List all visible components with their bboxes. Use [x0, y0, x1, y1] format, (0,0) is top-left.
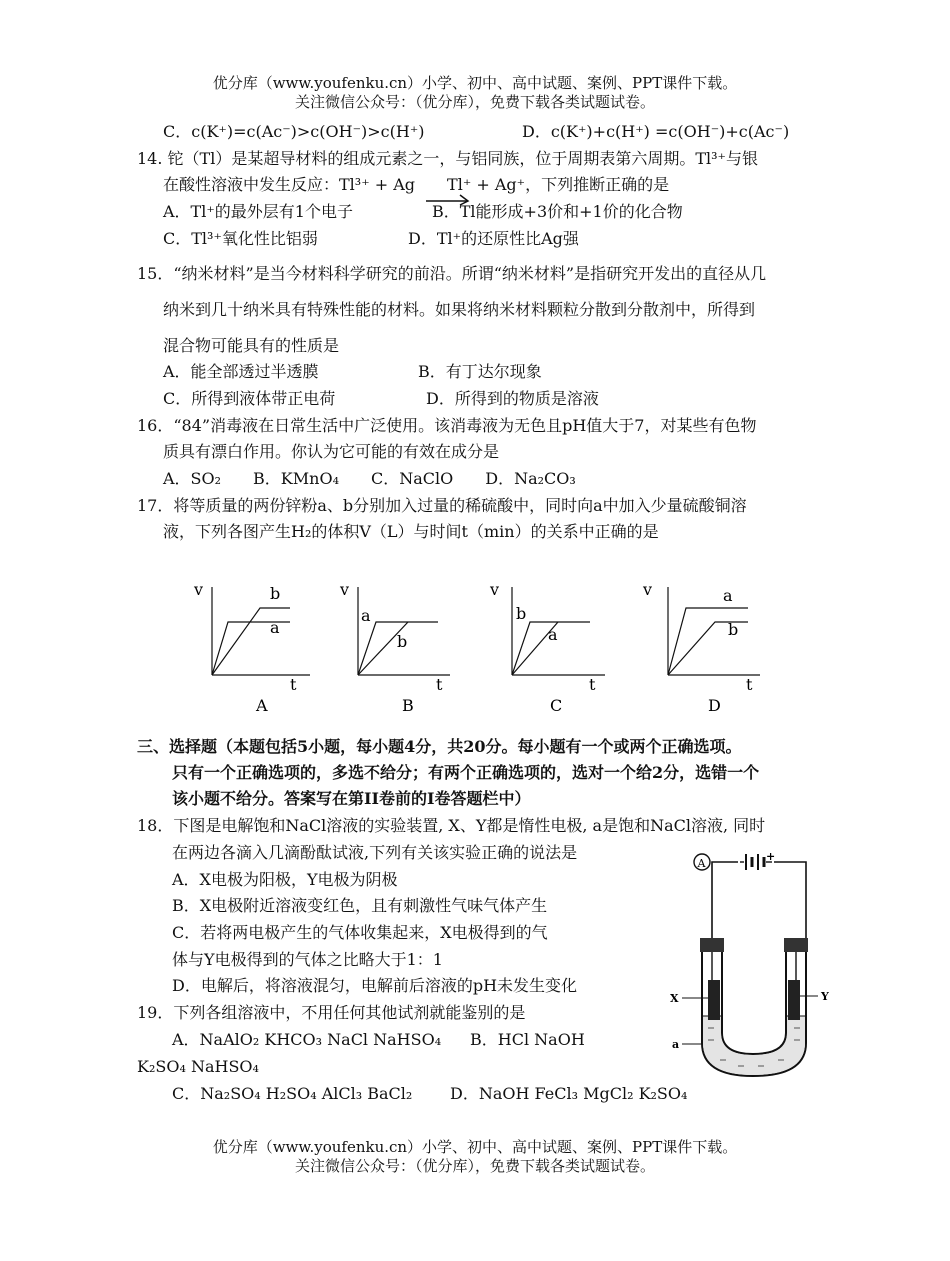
q17-stem-line-2: 液，下列各图产生H₂的体积V（L）与时间t（min）的关系中正确的是 — [163, 522, 659, 541]
graph-a-v-label: v — [194, 580, 204, 599]
footer-line-2: 关注微信公众号：（优分库），免费下载各类试题试卷。 — [294, 1157, 655, 1175]
q16-options: A．SO₂ B．KMnO₄ C．NaClO D．Na₂CO₃ — [163, 469, 576, 488]
label-y: Y — [821, 990, 829, 1003]
nacl-solution — [703, 1016, 805, 1075]
q19-option-c: C．Na₂SO₄ H₂SO₄ AlCl₃ BaCl₂ — [172, 1084, 413, 1103]
graph-b-t-label: t — [436, 675, 443, 694]
q14-option-b: B．Tl能形成+3价和+1价的化合物 — [432, 202, 683, 221]
q15-option-a: A．能全部透过半透膜 — [163, 362, 319, 381]
electrode-y — [788, 980, 800, 1020]
ammeter-label: A — [697, 857, 706, 870]
q19-option-a: A．NaAlO₂ KHCO₃ NaCl NaHSO₄ — [172, 1030, 442, 1049]
graph-d-t-label: t — [746, 675, 753, 694]
graph-a-caption: A — [256, 696, 268, 715]
graph-c-lower-label: a — [548, 625, 558, 644]
header-line-2: 关注微信公众号：（优分库），免费下载各类试题试卷。 — [294, 93, 655, 111]
q14-option-c: C．Tl³⁺氧化性比铝弱 — [163, 229, 318, 248]
q15-option-b: B．有丁达尔现象 — [418, 362, 542, 381]
q17-graphs — [180, 575, 800, 720]
q18-stem-line-2: 在两边各滴入几滴酚酞试液,下列有关该实验正确的说法是 — [172, 843, 578, 862]
q18-option-c-line-1: C．若将两电极产生的气体收集起来，X电极得到的气 — [172, 923, 548, 942]
graph-d-caption: D — [708, 696, 721, 715]
graph-a-lower-label: a — [270, 618, 280, 637]
graph-d-v-label: v — [643, 580, 653, 599]
battery-plus-label: + — [766, 850, 776, 863]
graph-c-t-label: t — [589, 675, 596, 694]
q17-stem-line-1: 17．将等质量的两份锌粉a、b分别加入过量的稀硫酸中，同时向a中加入少量硫酸铜溶 — [137, 496, 747, 515]
q15-option-d: D．所得到的物质是溶液 — [426, 389, 599, 408]
q14-stem-line-1: 14. 铊（Tl）是某超导材料的组成元素之一，与铝同族，位于周期表第六周期。Tl³⁺与银 — [137, 149, 758, 168]
graph-d — [642, 580, 760, 715]
graph-b — [339, 580, 450, 715]
graph-a — [193, 580, 310, 715]
graph-b-upper-label: a — [361, 606, 371, 625]
graph-c-upper-label: b — [516, 604, 527, 623]
section3-line-2: 只有一个正确选项的，多选不给分；有两个正确选项的，选对一个给2分，选错一个 — [172, 763, 760, 782]
q19-stem: 19．下列各组溶液中，不用任何其他试剂就能鉴别的是 — [137, 1003, 526, 1022]
q18-stem-line-1: 18．下图是电解饱和NaCl溶液的实验装置, X、Y都是惰性电极, a是饱和NaCl溶液, 同时 — [137, 816, 766, 835]
q16-stem-line-2: 质具有漂白作用。你认为它可能的有效在成分是 — [163, 442, 500, 461]
electrode-x — [708, 980, 720, 1020]
electrolysis-apparatus — [660, 848, 835, 1080]
graph-b-v-label: v — [340, 580, 350, 599]
graph-d-upper-label: a — [723, 586, 733, 605]
graph-b-caption: B — [402, 696, 414, 715]
q15-stem-line-2: 纳米到几十纳米具有特殊性能的材料。如果将纳米材料颗粒分散到分散剂中，所得到 — [163, 300, 756, 319]
q15-stem-line-1: 15．“纳米材料”是当今材料科学研究的前沿。所谓“纳米材料”是指研究开发出的直径从几 — [137, 264, 767, 283]
q18-option-c-line-2: 体与Y电极得到的气体之比略大于1：1 — [172, 950, 443, 969]
q15-stem-line-3: 混合物可能具有的性质是 — [163, 336, 340, 355]
q14-stem-line-2: 在酸性溶液中发生反应：Tl³⁺ + Ag Tl⁺ + Ag⁺，下列推断正确的是 — [163, 175, 670, 194]
right-stopper — [784, 938, 808, 952]
header-line-1: 优分库（www.youfenku.cn）小学、初中、高中试题、案例、PPT课件下载。 — [212, 74, 738, 92]
q13-option-d: D．c(K⁺)+c(H⁺) =c(OH⁻)+c(Ac⁻) — [522, 122, 790, 141]
q19-option-b: B．HCl NaOH — [470, 1030, 585, 1049]
graph-d-line-a — [668, 608, 748, 675]
q18-option-d: D．电解后，将溶液混匀，电解前后溶液的pH未发生变化 — [172, 976, 578, 995]
graph-a-t-label: t — [290, 675, 297, 694]
q18-option-b: B．X电极附近溶液变红色，且有刺激性气味气体产生 — [172, 896, 548, 915]
section3-line-1: 三、选择题（本题包括5小题，每小题4分，共20分。每小题有一个或两个正确选项。 — [137, 737, 742, 756]
graph-c-caption: C — [550, 696, 563, 715]
q14-option-d: D．Tl⁺的还原性比Ag强 — [408, 229, 579, 248]
q16-stem-line-1: 16．“84”消毒液在日常生活中广泛使用。该消毒液为无色且pH值大于7，对某些有色物 — [137, 416, 757, 435]
graph-c — [489, 580, 605, 715]
q18-option-a: A．X电极为阳极，Y电极为阴极 — [172, 870, 398, 889]
label-x: X — [670, 992, 679, 1005]
q19-option-b-cont: K₂SO₄ NaHSO₄ — [137, 1057, 259, 1076]
graph-d-lower-label: b — [728, 620, 739, 639]
section3-line-3: 该小题不给分。答案写在第II卷前的I卷答题栏中） — [172, 789, 531, 808]
q13-option-c: C．c(K⁺)=c(Ac⁻)>c(OH⁻)>c(H⁺) — [163, 122, 425, 141]
footer-line-1: 优分库（www.youfenku.cn）小学、初中、高中试题、案例、PPT课件下载。 — [212, 1138, 738, 1156]
label-a: a — [672, 1038, 680, 1051]
q19-option-d: D．NaOH FeCl₃ MgCl₂ K₂SO₄ — [450, 1084, 688, 1103]
graph-b-lower-label: b — [397, 632, 408, 651]
graph-a-upper-label: b — [270, 584, 281, 603]
left-stopper — [700, 938, 724, 952]
q15-option-c: C．所得到液体带正电荷 — [163, 389, 336, 408]
graph-c-v-label: v — [490, 580, 500, 599]
q14-option-a: A．Tl⁺的最外层有1个电子 — [163, 202, 353, 221]
